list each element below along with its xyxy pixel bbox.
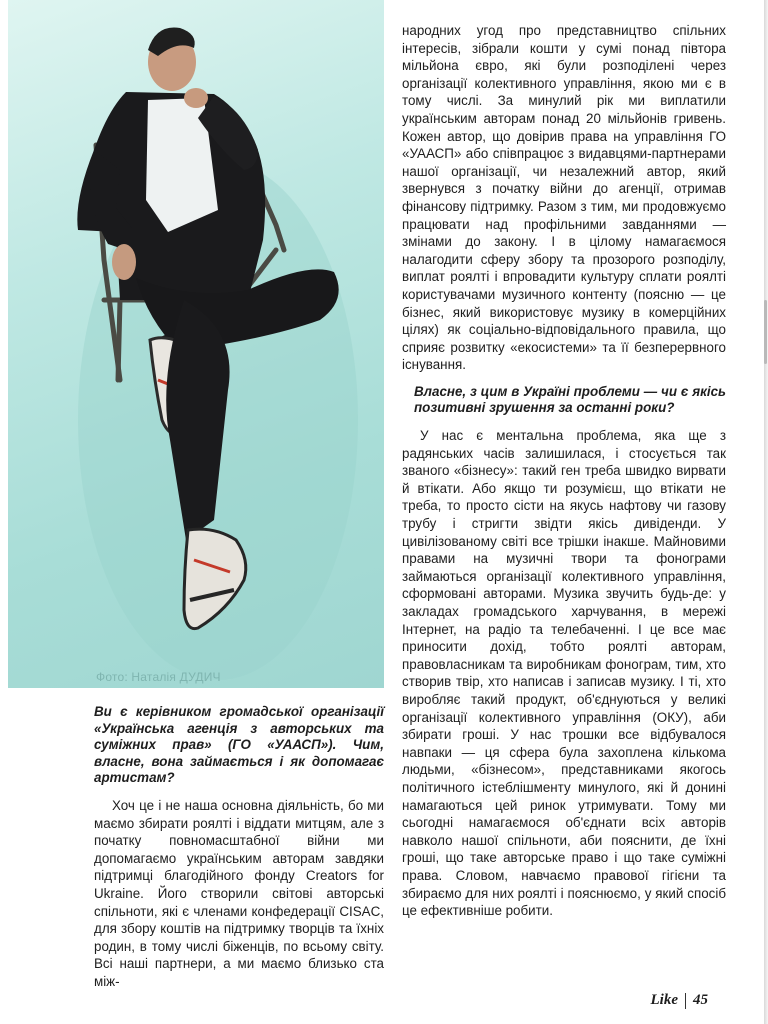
right-column <box>402 22 726 920</box>
portrait-illustration <box>8 0 384 688</box>
interview-question: Власне, з цим в Україні проблеми — чи є якісь позитивні зрушення за останні роки? <box>414 383 726 416</box>
left-column <box>94 704 384 991</box>
footer-divider <box>685 993 686 1009</box>
interview-answer: У нас є ментальна проблема, яка ще з радянських часів залишилася, і стосується так званого «бізнесу»: такий ген треба швидко вирвати й втікати. Або якщо ти розумієш, що втікати не треба, то просто сісти на якусь нафтову чи газову трубу і стригти звідти якісь дивіденди. У цивілізованому світі все трішки інакше. Майновими правами на музичні твори та фонограми займаються організації колективного управління, сформовані авторами. Музика звучить будь-де: у закладах громадського харчування, в мережі Інтернет, на радіо та телебаченні. І це все має приносити дохід, тобто роялті авторам, правовласникам та виробникам фонограм, тим, хто створив твір, хто написав і записав музику. І ті, хто виробляє такий продукт, об'єднуються у великі організації колективного управління (ОКУ), аби збирати гроші. У нас трошки все відбувалося навпаки — ця сфера була захоплена кількома людьми, «бізнесом», представниками якогось політичного істеблішменту минулого, які й донині намагаються цей ринок утримувати. Тому ми сьогодні намагаємося об'єднати всіх авторів навколо нашої спільноти, аби пояснити, де їхні гроші, що таке авторське право і що таке суміжні права. Словом, навчаємо правової гігієни та збираємо для них роялті і пояснюємо, у який спосіб це ефективніше робити. <box>402 428 726 919</box>
page-number: 45 <box>693 992 708 1008</box>
interview-question: Ви є керівником громадської організації «Українська агенція з авторських та суміжних прав» (ГО «УААСП»). Чим, власне, вона займається і як допомагає артистам? <box>94 704 384 786</box>
scrollbar-thumb[interactable] <box>764 300 767 364</box>
interview-answer: Хоч це і не наша основна діяльність, бо ми маємо збирати роялті і віддати митцям, але з початку повномасштабної війни ми допомагаємо українським авторам завдяки підтримці благодійного фонду Creators for Ukraine. Його створили світові авторські спільноти, які є членами конфедерації CISAC, для збору коштів на підтримку творців та їхніх родин, в тому числі біженців, по всьому світу. Всі наші партнери, а ми маємо близько ста між- <box>94 797 384 989</box>
page-footer <box>651 992 709 1009</box>
answer-continuation: народних угод про представництво спільних інтересів, зібрали кошти у сумі понад півтора мільйона євро, які були розподілені через організації колективного управління, якою ми є в тому числі. За минулий рік ми виплатили українським авторам понад 20 мільйонів гривень. Кожен автор, що довірив права на управління ГО «УААСП» або співпрацює з видавцями-партнерами нашої організації, чи незалежний автор, який звернувся з початку війни до агенції, отримав фінансову підтримку. Разом з тим, ми продовжуємо працювати над профільними завданнями — змінами до закону. І в цілому намагаємося налагодити сферу збору та прозорого розподілу, виплат роялті і впровадити культуру сплати роялті користувачами музичного контенту (поясню — це бізнес, який використовує музику в комерційних цілях) як соціально-відповідального правила, що сприяє розвитку «екосистеми» та її безперервного існування. <box>402 23 726 373</box>
page-edge <box>764 0 768 1024</box>
photo-credit: Фото: Наталія ДУДИЧ <box>96 670 221 684</box>
portrait-photo <box>8 0 384 688</box>
magazine-name: Like <box>650 992 678 1008</box>
